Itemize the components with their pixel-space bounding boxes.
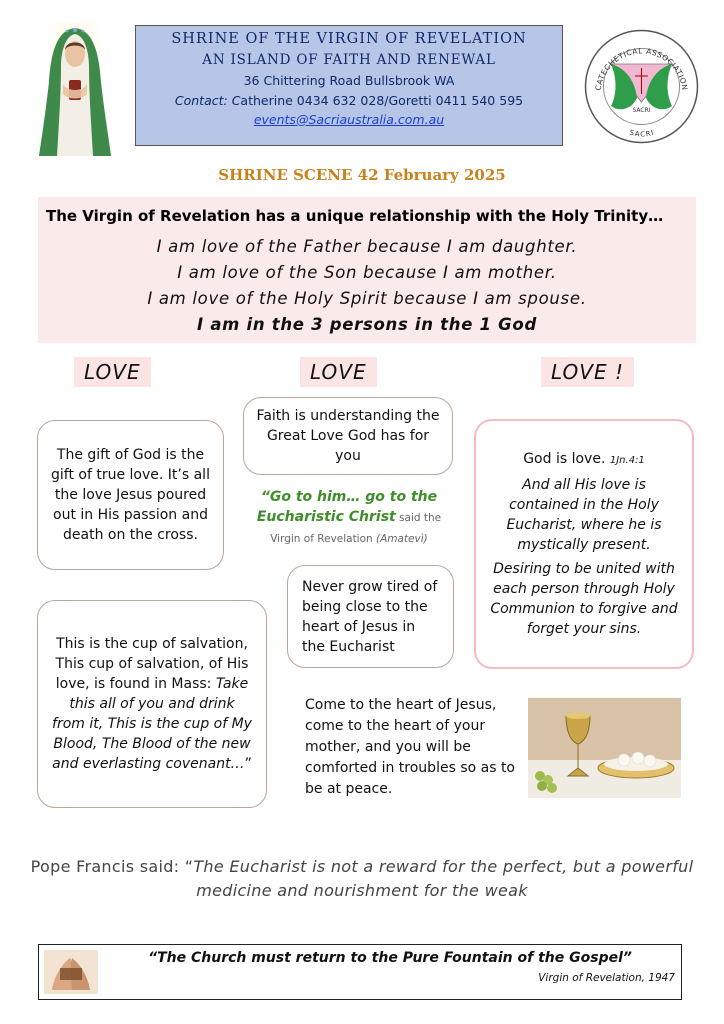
eucharistic-christ-quote [243,487,455,549]
love-label-center: LOVE [300,357,377,387]
footer-quote: “The Church must return to the Pure Fountain of the Gospel” [148,950,632,966]
god-is-love-p2: Desiring to be united with each person through Holy Communion to forgive and forget your sins. [490,561,678,637]
chalice-and-hosts-image [528,698,681,798]
cup-text-end: ” [244,756,252,772]
shrine-title: SHRINE OF THE VIRGIN OF REVELATION [171,31,527,47]
eucharistic-quote-said: said the Virgin of Revelation [270,512,442,545]
shrine-contact [136,93,562,108]
god-is-love-box [474,419,694,669]
logo-text-top: CATECHETICAL ASSOCIATION [593,46,690,92]
gift-of-god-box [37,420,224,570]
trinity-intro: The Virgin of Revelation has a unique relationship with the Holy Trinity… [46,207,664,225]
eucharistic-quote-source: (Amatevì) [372,533,428,545]
shrine-subtitle: AN ISLAND OF FAITH AND RENEWAL [202,52,496,68]
god-is-love-ref: 1Jn.4:1 [609,455,645,466]
cup-text-plain: This is the cup of salvation, This cup of salvation, of His love, is found in Mass: [55,636,249,692]
love-label-left: LOVE [74,357,151,387]
gift-of-god-text: The gift of God is the gift of true love. It’s all the love Jesus poured out in His passion and death on the cross. [51,447,210,543]
trinity-line-son: I am love of the Son because I am mother. [177,263,557,282]
eucharistic-quote-text: “Go to him… go to the Eucharistic Christ [256,489,438,525]
shrine-address: 36 Chittering Road Bullsbrook WA [243,73,455,88]
love-label-right: LOVE ! [541,357,634,387]
virgin-of-revelation-image [37,22,113,156]
contact-phones: atherine 0434 632 028/Goretti 0411 540 595 [240,93,524,108]
email-link[interactable]: events@Sacriaustralia.com.au [253,112,445,127]
trinity-line-god: I am in the 3 persons in the 1 God [197,315,537,334]
cup-of-salvation-box [37,600,267,808]
never-grow-tired-text: Never grow tired of being close to the heart of Jesus in the Eucharist [302,578,438,655]
logo-text-inner: SACRI [632,107,651,114]
cup-text-italic: Take this all of you and drink from it, This is the cup of My Blood, The Blood of the new and everlasting covenant… [52,676,252,772]
god-is-love-title: God is love. [523,451,606,467]
footer-attribution: Virgin of Revelation, 1947 [538,972,675,984]
faith-text: Faith is understanding the Great Love God has for you [256,408,440,464]
shrine-header-box [135,25,563,146]
trinity-line-father: I am love of the Father because I am daughter. [156,237,578,256]
pope-quote-lead: Pope Francis said: “ [30,857,194,876]
shrine-scene-heading: SHRINE SCENE 42 February 2025 [218,166,506,184]
pope-quote-text: The Eucharist is not a reward for the perfect, but a powerful medicine and nourishment for the weak [193,857,694,900]
catechetical-association-logo [583,28,700,145]
trinity-section [38,197,696,343]
god-is-love-p1: And all His love is contained in the Holy Eucharist, where he is mystically present. [506,477,662,553]
trinity-line-spirit: I am love of the Holy Spirit because I am spouse. [147,289,587,308]
never-grow-tired-box [287,565,454,668]
god-is-love-heading [486,449,682,471]
contact-label: Contact: C [174,93,241,108]
heart-of-jesus-text: Come to the heart of Jesus, come to the heart of your mother, and you will be comforted in troubles so as to be at peace. [305,697,515,797]
logo-text-bottom: SACRI [628,128,656,139]
pope-francis-quote [0,855,724,903]
faith-box [243,397,453,475]
praying-hands-image [44,950,98,994]
